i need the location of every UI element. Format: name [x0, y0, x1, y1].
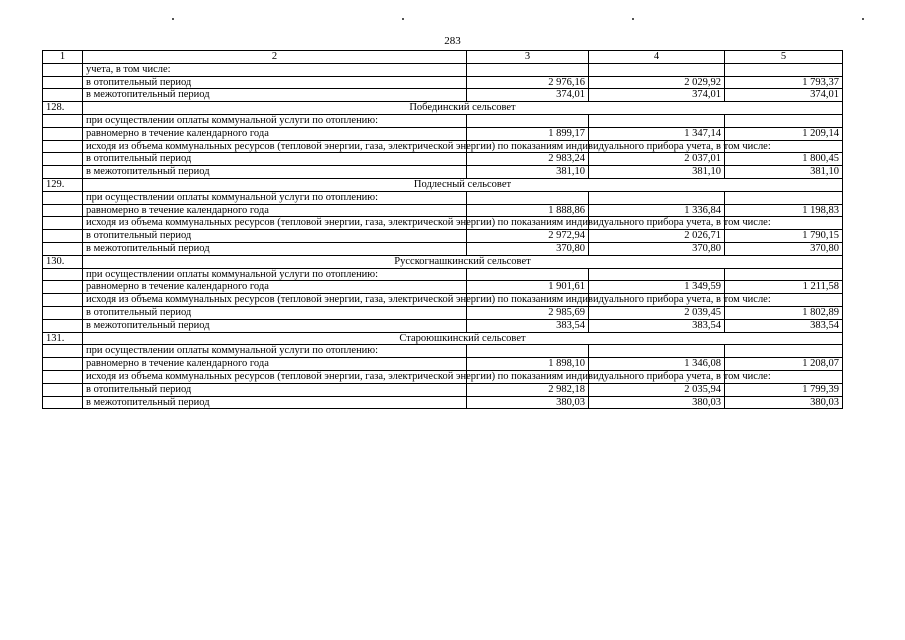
value-cell: 381,10 — [589, 166, 725, 179]
table-row — [43, 76, 843, 89]
value-cell — [589, 63, 725, 76]
table-row — [43, 153, 843, 166]
row-number-cell — [43, 294, 83, 307]
row-number-cell — [43, 230, 83, 243]
table-row — [43, 127, 843, 140]
row-number-cell — [43, 76, 83, 89]
table-row — [43, 204, 843, 217]
row-label: при осуществлении оплаты коммунальной услуги по отоплению: — [83, 345, 467, 358]
value-cell: 383,54 — [725, 319, 843, 332]
row-label: в межотопительный период — [83, 166, 467, 179]
value-cell: 2 983,24 — [467, 153, 589, 166]
value-cell — [467, 268, 589, 281]
value-cell: 1 901,61 — [467, 281, 589, 294]
value-cell: 1 888,86 — [467, 204, 589, 217]
row-number-cell — [43, 268, 83, 281]
value-cell: 1 790,15 — [725, 230, 843, 243]
value-cell — [467, 191, 589, 204]
value-cell: 380,03 — [467, 396, 589, 409]
scan-speck — [862, 18, 864, 20]
row-label: в межотопительный период — [83, 242, 467, 255]
table-row — [43, 230, 843, 243]
section-title-row — [43, 102, 843, 115]
header-cell: 1 — [43, 51, 83, 64]
row-number-cell — [43, 140, 83, 153]
table-row — [43, 396, 843, 409]
value-cell: 1 802,89 — [725, 306, 843, 319]
value-cell — [467, 63, 589, 76]
value-cell — [725, 345, 843, 358]
value-cell: 2 039,45 — [589, 306, 725, 319]
row-number-cell — [43, 281, 83, 294]
value-cell: 380,03 — [589, 396, 725, 409]
value-cell: 1 347,14 — [589, 127, 725, 140]
value-cell — [725, 114, 843, 127]
table-row — [43, 281, 843, 294]
value-cell — [589, 345, 725, 358]
value-cell: 1 793,37 — [725, 76, 843, 89]
section-title-row — [43, 178, 843, 191]
row-label: учета, в том числе: — [83, 63, 467, 76]
row-label: исходя из объема коммунальных ресурсов (тепловой энергии, газа, электрической энергии) по показаниям индивидуального прибора учета, в том числе: — [83, 294, 467, 307]
scan-speck — [402, 18, 404, 20]
row-number-cell — [43, 306, 83, 319]
value-cell: 2 035,94 — [589, 383, 725, 396]
value-cell: 1 799,39 — [725, 383, 843, 396]
value-cell: 370,80 — [725, 242, 843, 255]
table-row — [43, 63, 843, 76]
header-cell: 3 — [467, 51, 589, 64]
row-label: равномерно в течение календарного года — [83, 281, 467, 294]
row-label: при осуществлении оплаты коммунальной услуги по отоплению: — [83, 268, 467, 281]
value-cell: 374,01 — [589, 89, 725, 102]
value-cell — [467, 345, 589, 358]
value-cell: 381,10 — [467, 166, 589, 179]
header-cell: 5 — [725, 51, 843, 64]
value-cell: 1 349,59 — [589, 281, 725, 294]
row-label: в отопительный период — [83, 153, 467, 166]
row-label: в отопительный период — [83, 383, 467, 396]
section-name: Побединский сельсовет — [83, 102, 843, 115]
value-cell: 2 982,18 — [467, 383, 589, 396]
value-cell — [725, 63, 843, 76]
value-cell: 374,01 — [725, 89, 843, 102]
section-name: Староюшкинский сельсовет — [83, 332, 843, 345]
value-cell: 2 037,01 — [589, 153, 725, 166]
value-cell: 1 336,84 — [589, 204, 725, 217]
row-label: при осуществлении оплаты коммунальной услуги по отоплению: — [83, 191, 467, 204]
scan-speck — [172, 18, 174, 20]
row-label: в отопительный период — [83, 76, 467, 89]
row-number-cell — [43, 217, 83, 230]
section-number: 128. — [43, 102, 83, 115]
section-title-row — [43, 255, 843, 268]
value-cell: 1 898,10 — [467, 358, 589, 371]
table-row — [43, 89, 843, 102]
table-row — [43, 217, 843, 230]
value-cell: 374,01 — [467, 89, 589, 102]
value-cell: 2 976,16 — [467, 76, 589, 89]
row-label: в межотопительный период — [83, 89, 467, 102]
value-cell: 2 972,94 — [467, 230, 589, 243]
header-cell: 4 — [589, 51, 725, 64]
row-number-cell — [43, 319, 83, 332]
row-number-cell — [43, 166, 83, 179]
row-label: исходя из объема коммунальных ресурсов (тепловой энергии, газа, электрической энергии) по показаниям индивидуального прибора учета, в том числе: — [83, 217, 467, 230]
section-title-row — [43, 332, 843, 345]
table-row — [43, 242, 843, 255]
table-header-row — [43, 51, 843, 64]
table-row — [43, 166, 843, 179]
section-number: 129. — [43, 178, 83, 191]
section-name: Русскогнашкинский сельсовет — [83, 255, 843, 268]
value-cell — [589, 114, 725, 127]
value-cell — [725, 268, 843, 281]
value-cell: 383,54 — [467, 319, 589, 332]
row-number-cell — [43, 191, 83, 204]
table-row — [43, 306, 843, 319]
value-cell: 370,80 — [589, 242, 725, 255]
row-number-cell — [43, 242, 83, 255]
header-cell: 2 — [83, 51, 467, 64]
value-cell: 380,03 — [725, 396, 843, 409]
tariff-table — [42, 50, 843, 409]
row-number-cell — [43, 127, 83, 140]
row-number-cell — [43, 383, 83, 396]
row-number-cell — [43, 63, 83, 76]
row-label: в отопительный период — [83, 230, 467, 243]
row-label: в межотопительный период — [83, 319, 467, 332]
row-number-cell — [43, 396, 83, 409]
table-row — [43, 383, 843, 396]
row-number-cell — [43, 358, 83, 371]
table-row — [43, 319, 843, 332]
value-cell — [589, 191, 725, 204]
value-cell — [467, 114, 589, 127]
value-cell: 1 899,17 — [467, 127, 589, 140]
table-row — [43, 140, 843, 153]
table-row — [43, 345, 843, 358]
row-label: при осуществлении оплаты коммунальной услуги по отоплению: — [83, 114, 467, 127]
value-cell: 381,10 — [725, 166, 843, 179]
row-label: исходя из объема коммунальных ресурсов (тепловой энергии, газа, электрической энергии) по показаниям индивидуального прибора учета, в том числе: — [83, 140, 467, 153]
row-label: исходя из объема коммунальных ресурсов (тепловой энергии, газа, электрической энергии) по показаниям индивидуального прибора учета, в том числе: — [83, 370, 467, 383]
value-cell: 1 198,83 — [725, 204, 843, 217]
row-label: в отопительный период — [83, 306, 467, 319]
row-label: в межотопительный период — [83, 396, 467, 409]
row-label: равномерно в течение календарного года — [83, 358, 467, 371]
table-row — [43, 191, 843, 204]
value-cell: 1 208,07 — [725, 358, 843, 371]
table-row — [43, 114, 843, 127]
section-name: Подлесный сельсовет — [83, 178, 843, 191]
value-cell: 1 346,08 — [589, 358, 725, 371]
table-row — [43, 294, 843, 307]
table-row — [43, 358, 843, 371]
page-number: 283 — [444, 35, 461, 47]
value-cell: 1 211,58 — [725, 281, 843, 294]
row-number-cell — [43, 370, 83, 383]
value-cell: 2 029,92 — [589, 76, 725, 89]
row-number-cell — [43, 204, 83, 217]
table-row — [43, 268, 843, 281]
value-cell: 1 800,45 — [725, 153, 843, 166]
row-label: равномерно в течение календарного года — [83, 127, 467, 140]
value-cell: 370,80 — [467, 242, 589, 255]
value-cell: 1 209,14 — [725, 127, 843, 140]
table-row — [43, 370, 843, 383]
value-cell: 2 026,71 — [589, 230, 725, 243]
scan-speck — [632, 18, 634, 20]
section-number: 131. — [43, 332, 83, 345]
row-label: равномерно в течение календарного года — [83, 204, 467, 217]
section-number: 130. — [43, 255, 83, 268]
value-cell — [589, 268, 725, 281]
row-number-cell — [43, 89, 83, 102]
value-cell: 2 985,69 — [467, 306, 589, 319]
row-number-cell — [43, 153, 83, 166]
row-number-cell — [43, 345, 83, 358]
row-number-cell — [43, 114, 83, 127]
value-cell: 383,54 — [589, 319, 725, 332]
value-cell — [725, 191, 843, 204]
